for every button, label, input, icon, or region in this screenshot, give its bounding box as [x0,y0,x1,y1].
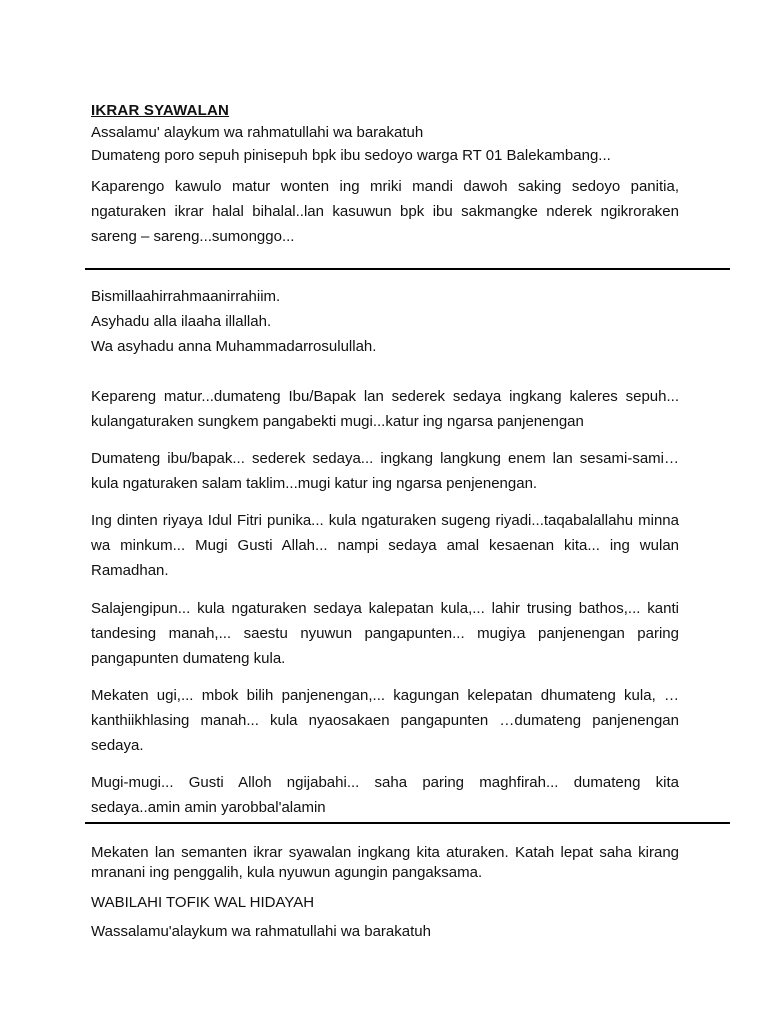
intro-paragraph: Kaparengo kawulo matur wonten ing mriki mandi dawoh saking sedoyo panitia, ngaturaken ikrar halal bihalal..lan kasuwun bpk ibu sakmangke nderek ngikroraken sareng – sareng...sumonggo... [91,178,679,245]
paragraph-kepareng: Kepareng matur...dumateng Ibu/Bapak lan sederek sedaya ingkang kaleres sepuh... kulangaturaken sungkem pangabekti mugi...katur ing ngarsa panjenengan [91,388,679,430]
address-line: Dumateng poro sepuh pinisepuh bpk ibu sedoyo warga RT 01 Balekambang... [91,147,611,164]
paragraph-salajengipun: Salajengipun... kula ngaturaken sedaya kalepatan kula,... lahir trusing bathos,... kanti tandesing manah,... saestu nyuwun pangapunten... mugiya panjenengan paring pangapunten dumateng kula. [91,600,679,667]
paragraph-mekaten-ugi: Mekaten ugi,... mbok bilih panjenengan,... kagungan kelepatan dhumateng kula, …kanthiikhlasing manah... kula nyaosakaen pangapunten …dumateng panjenengan sedaya. [91,687,679,754]
document-title: IKRAR SYAWALAN [91,102,230,119]
basmalah-line: Bismillaahirrahmaanirrahiim. [91,288,281,305]
paragraph-idul-fitri: Ing dinten riyaya Idul Fitri punika... kula ngaturaken sugeng riyadi...taqabalallahu minna wa minkum... Mugi Gusti Allah... nampi sedaya amal kesaenan kita... ing wulan Ramadhan. [91,512,679,579]
closing-paragraph: Mekaten lan semanten ikrar syawalan ingkang kita aturaken. Katah lepat saha kirang mranani ing penggalih, kula nyuwun agungin pangaksama. [91,844,679,881]
syahadat-line-2: Wa asyhadu anna Muhammadarrosulullah. [91,338,377,355]
greeting-line: Assalamu' alaykum wa rahmatullahi wa barakatuh [91,124,424,141]
wabilahi-line: WABILAHI TOFIK WAL HIDAYAH [91,894,315,911]
paragraph-dumateng: Dumateng ibu/bapak... sederek sedaya... ingkang langkung enem lan sesami-sami…kula ngaturaken salam taklim...mugi katur ing ngarsa penjenengan. [91,450,679,492]
closing-salam-line: Wassalamu'alaykum wa rahmatullahi wa barakatuh [91,923,431,940]
syahadat-line-1: Asyhadu alla ilaaha illallah. [91,313,272,330]
closing-divider [85,822,730,824]
paragraph-mugi-mugi: Mugi-mugi... Gusti Alloh ngijabahi... saha paring maghfirah... dumateng kita sedaya..amin amin yarobbal'alamin [91,774,679,816]
section-divider [85,268,730,270]
